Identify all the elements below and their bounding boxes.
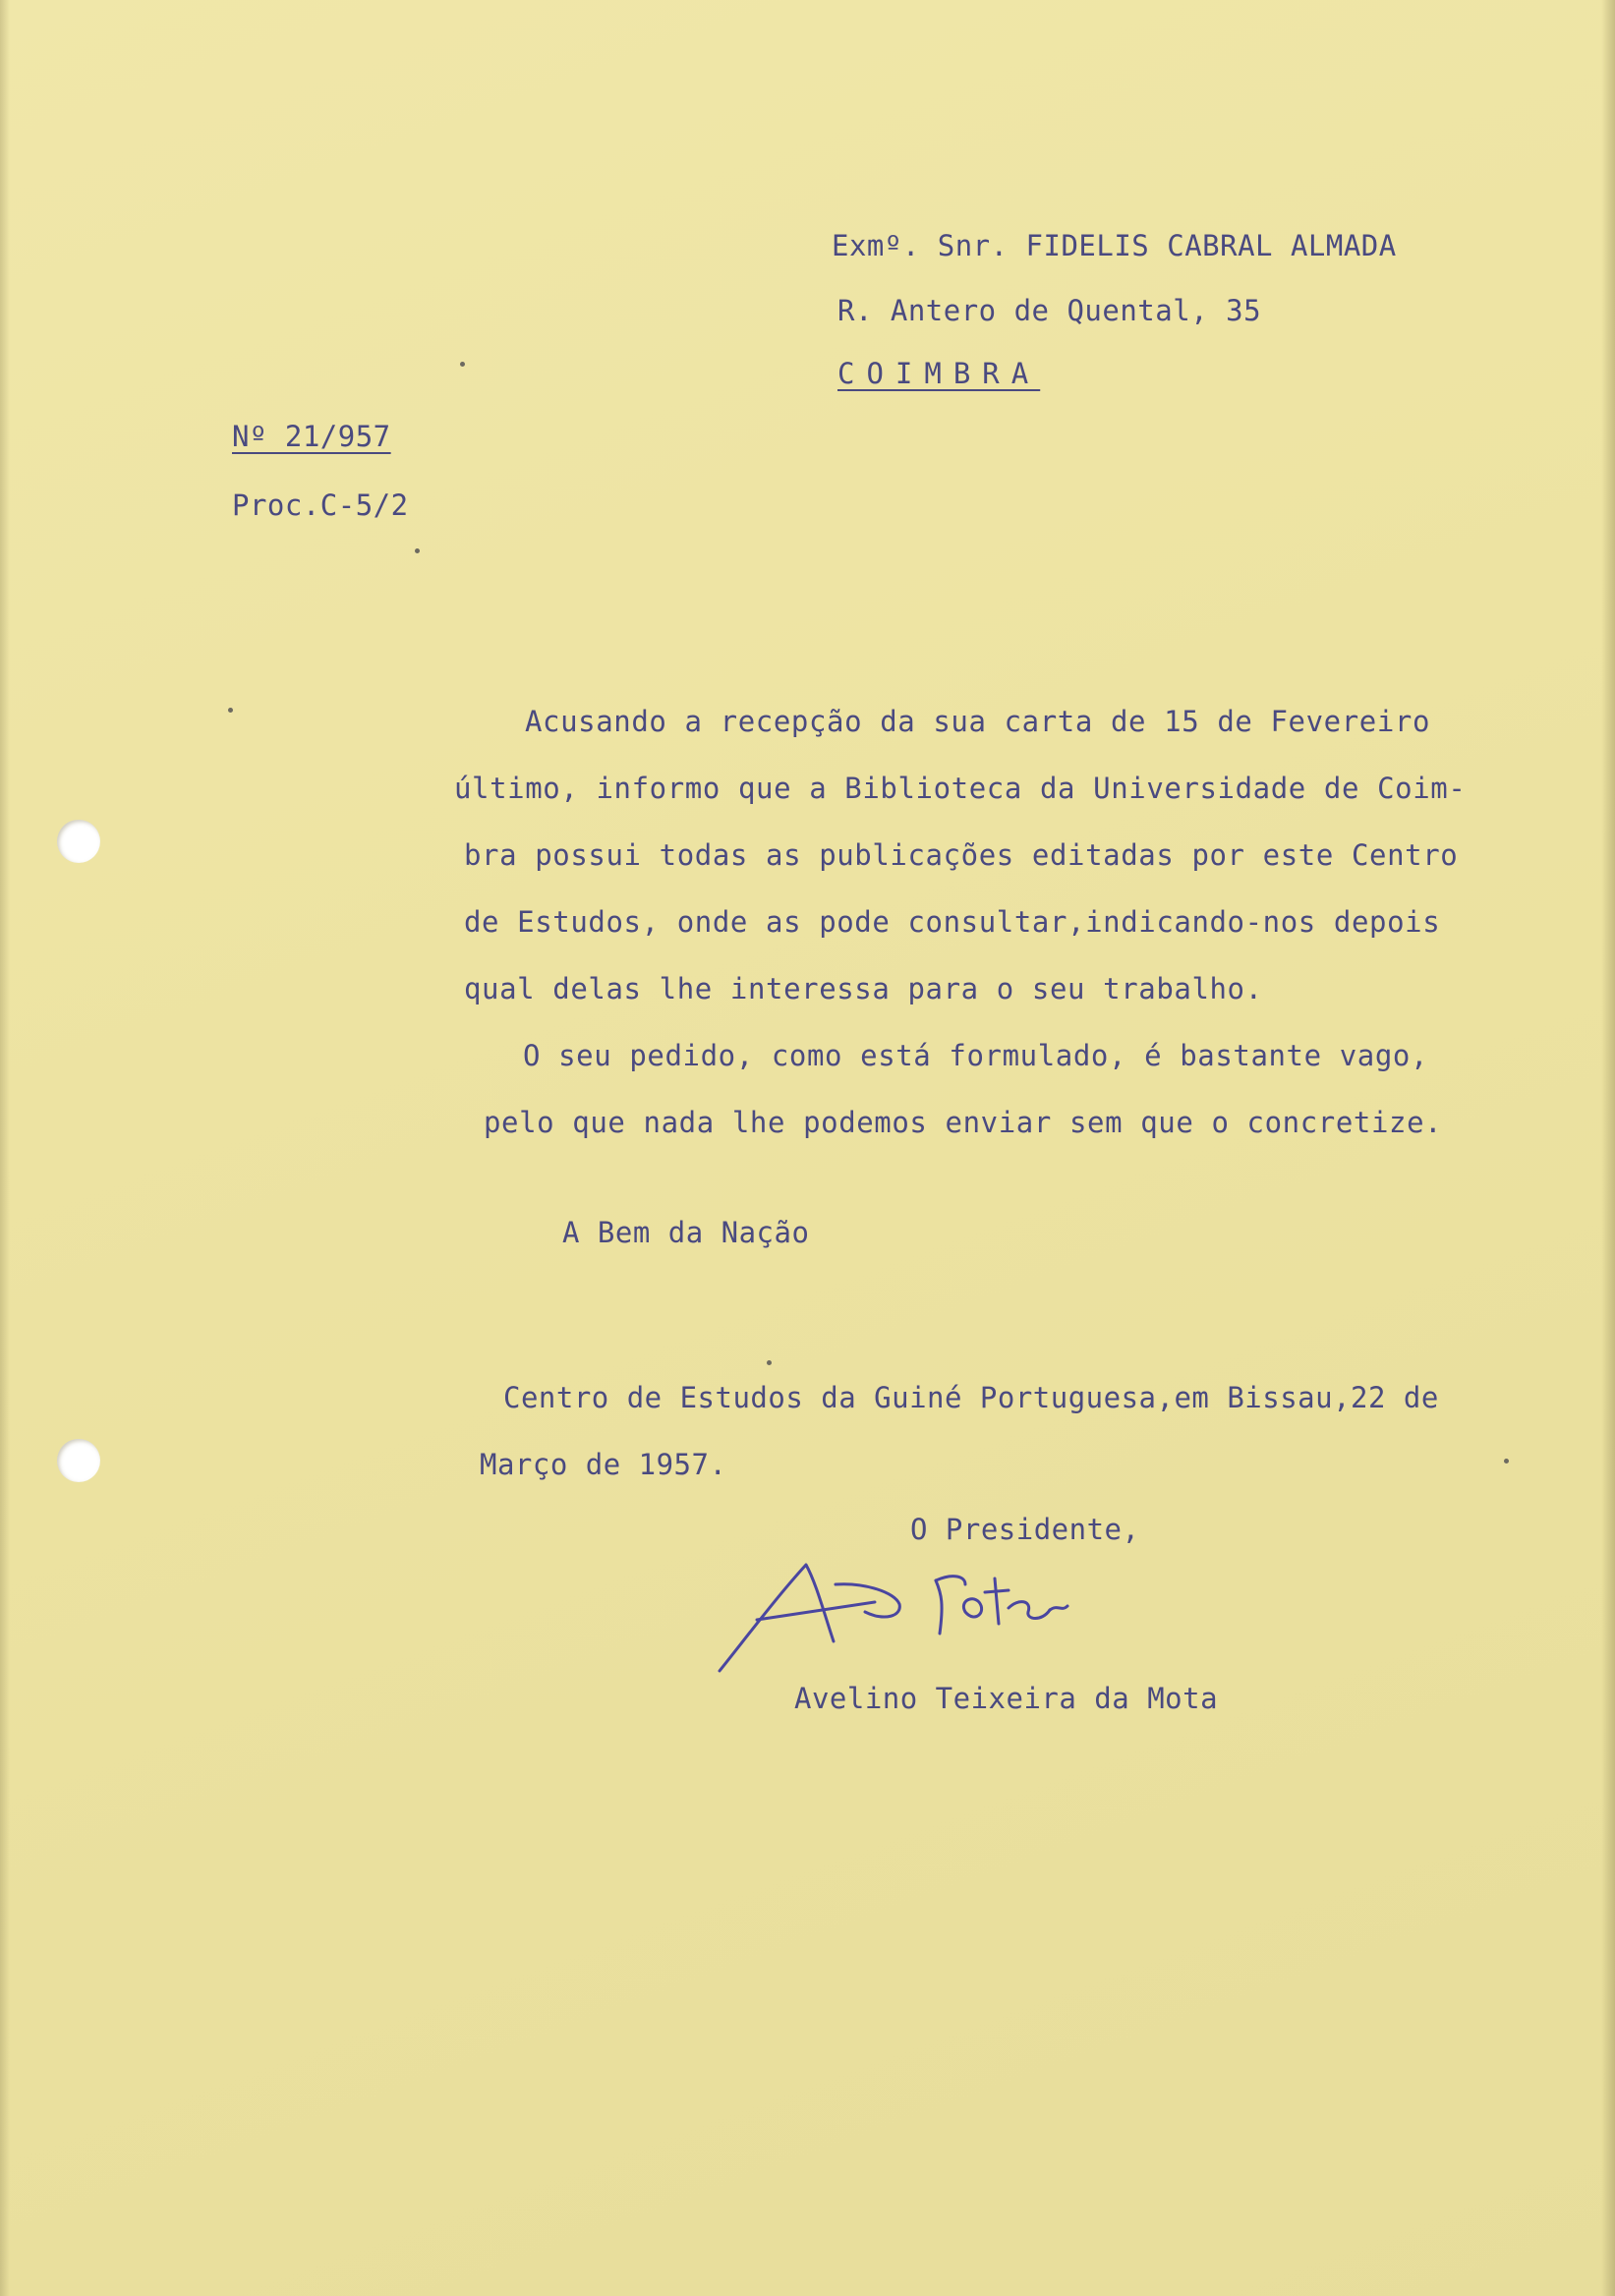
reference-number: Nº 21/957 [232,420,391,453]
body-line: bra possui todas as publicações editadas por este Centro [464,838,1459,872]
paper-speck [415,548,420,553]
letter-body [454,688,1575,1156]
body-line: Acusando a recepção da sua carta de 15 de Fevereiro [525,705,1431,738]
place-date-line-1: Centro de Estudos da Guiné Portuguesa,em Bissau,22 de [503,1381,1439,1414]
recipient-city: COIMBRA [837,357,1041,390]
signatory-name: Avelino Teixeira da Mota [794,1682,1219,1715]
reference-process: Proc.C-5/2 [232,488,409,522]
recipient-street: R. Antero de Quental, 35 [837,294,1262,327]
closing-salutation: A Bem da Nação [562,1216,810,1249]
punch-hole-top [57,820,100,863]
paper-speck [1504,1459,1509,1464]
paper-edge-left [0,0,10,2296]
paper-edge-right [1601,0,1615,2296]
punch-hole-bottom [57,1439,100,1482]
body-line: de Estudos, onde as pode consultar,indicando-nos depois [464,905,1441,939]
paper-speck [767,1360,772,1365]
paper-speck [460,362,465,367]
body-line: O seu pedido, como está formulado, é bastante vago, [523,1039,1429,1072]
recipient-name: Exmº. Snr. FIDELIS CABRAL ALMADA [832,229,1397,262]
body-line: pelo que nada lhe podemos enviar sem que o concretize. [484,1106,1443,1139]
body-line: último, informo que a Biblioteca da Universidade de Coim- [454,772,1467,805]
place-date-line-2: Março de 1957. [480,1448,727,1481]
signatory-title: O Presidente, [910,1513,1140,1546]
paper-speck [228,708,233,713]
body-line: qual delas lhe interessa para o seu trabalho. [464,972,1263,1005]
handwritten-signature [708,1543,1160,1681]
